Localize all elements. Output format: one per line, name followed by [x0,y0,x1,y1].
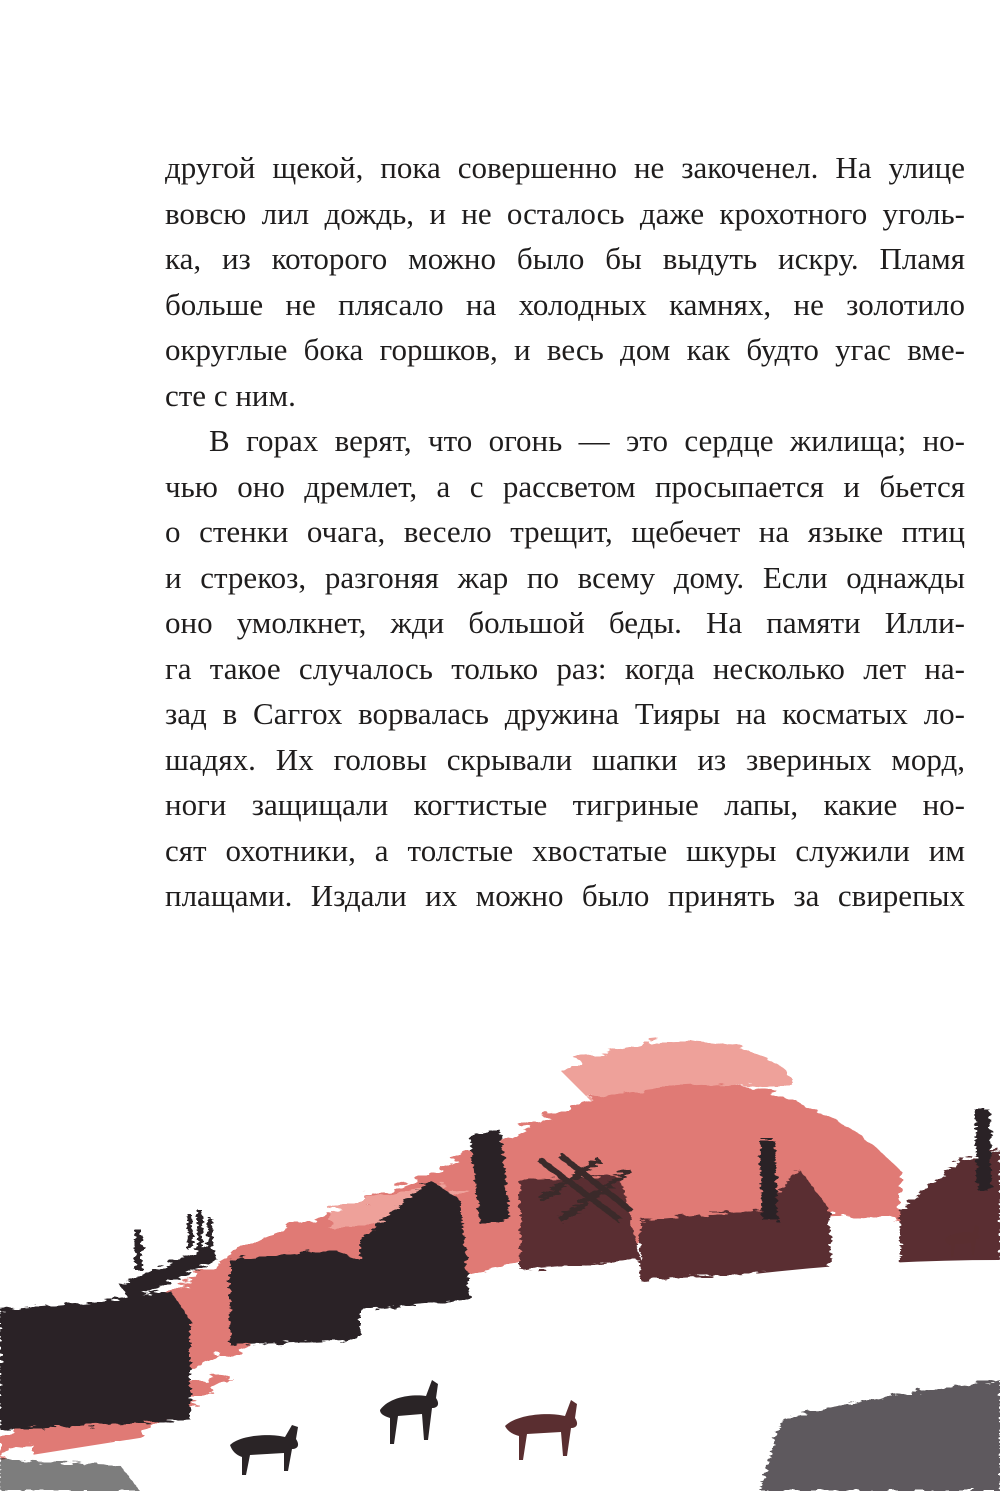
text-line: ноги защищали когтистые тигриные лапы, какие но- [165,787,965,822]
body-text [165,145,965,919]
text-line: округлые бока горшков, и весь дом как будто угас вме- [165,332,965,367]
text-line: га такое случалось только раз: когда несколько лет на- [165,650,965,686]
text-line: и стрекоз, разгоняя жар по всему дому. Если однажды [165,559,965,595]
paragraph-1 [165,145,965,418]
text-line: сят охотники, а толстые хвостатые шкуры служили им [165,832,965,868]
paragraph-2 [165,418,965,919]
text-line: вовсю лил дождь, и не осталось даже крохотного уголь- [165,195,965,231]
text-line: больше не плясало на холодных камнях, не золотило [165,286,965,322]
burning-village-illustration [0,960,1000,1491]
text-line: о стенки очага, весело трещит, щебечет на языке птиц [165,514,965,549]
text-line: плащами. Издали их можно было принять за свирепых [165,878,965,913]
text-line: ка, из которого можно было бы выдуть искру. Пламя [165,241,965,276]
text-line: сте с ним. [165,377,296,413]
text-line: оно умолкнет, жди большой беды. На памяти Илли- [165,605,965,640]
text-line: шадях. Их головы скрывали шапки из звериных морд, [165,741,965,777]
text-line: другой щекой, пока совершенно не закоченел. На улице [165,150,965,185]
text-line: В горах верят, что огонь — это сердце жилища; но- [209,423,965,458]
text-line: чью оно дремлет, а с рассветом просыпается и бьется [165,468,965,504]
text-line: зад в Саггох ворвалась дружина Тияры на косматых ло- [165,696,965,731]
